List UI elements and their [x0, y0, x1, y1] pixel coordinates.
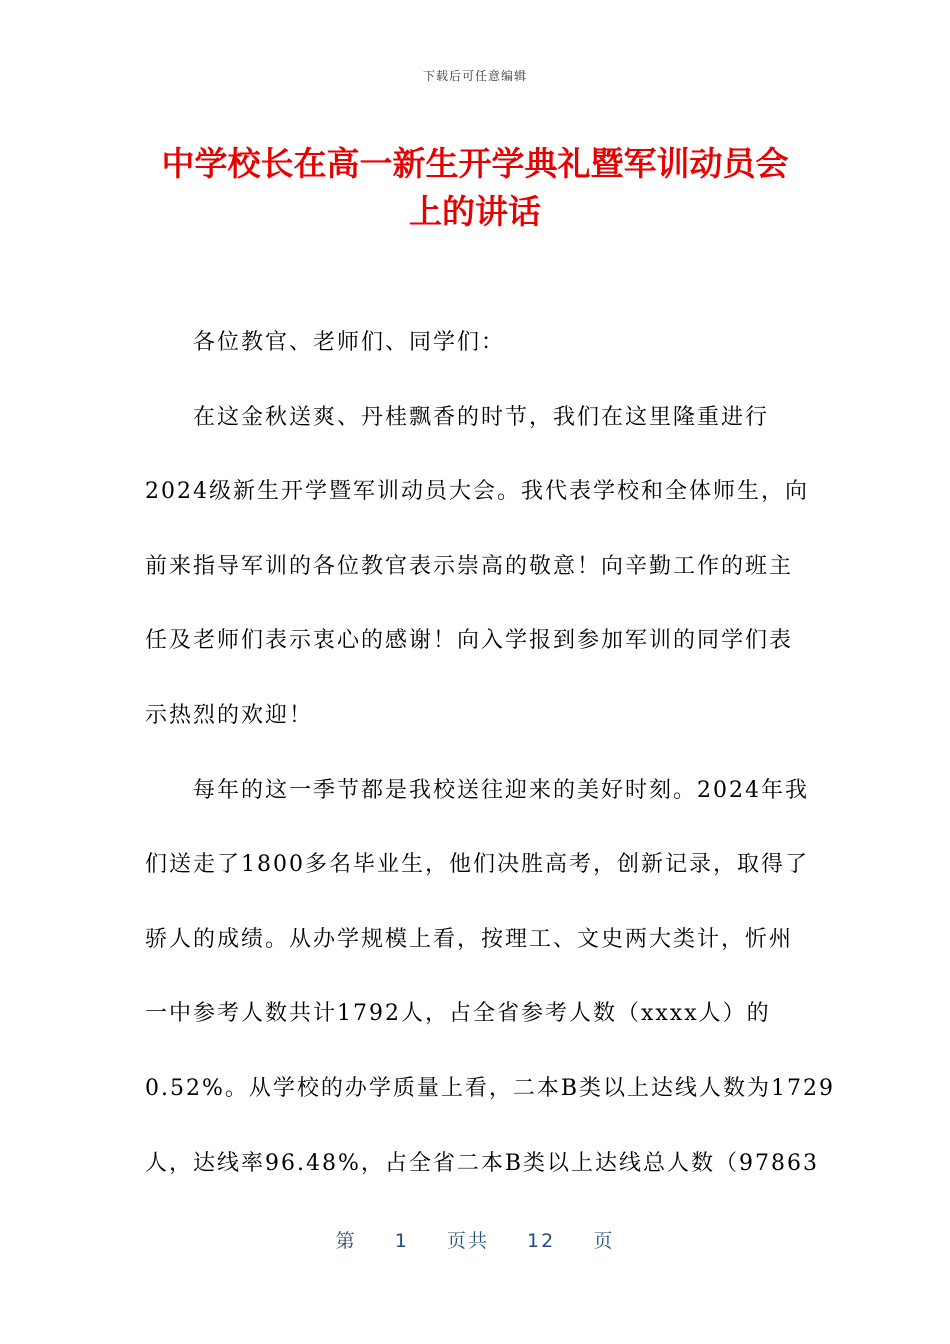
body-line: 在这金秋送爽、丹桂飘香的时节，我们在这里隆重进行 [193, 404, 770, 430]
footer-current-page: 1 [394, 1230, 409, 1252]
body-line: 骄人的成绩。从办学规模上看，按理工、文史两大类计，忻州 [145, 926, 794, 952]
body-line: 们送走了1800多名毕业生，他们决胜高考，创新记录，取得了 [145, 852, 809, 878]
body-line: 每年的这一季节都是我校送往迎来的美好时刻。2024年我 [193, 777, 809, 803]
body-line: 0.52%。从学校的办学质量上看，二本B类以上达线人数为1729 [145, 1075, 836, 1101]
body-line: 各位教官、老师们、同学们： [193, 330, 506, 355]
footer-suffix: 页 [593, 1230, 615, 1252]
body-line: 人，达线率96.48%，占全省二本B类以上达线总人数（97863 [145, 1150, 820, 1176]
footer-total-pages: 12 [527, 1230, 556, 1252]
footer-middle: 页共 [446, 1230, 489, 1252]
body-line: 一中参考人数共计1792人，占全省参考人数（xxxx人）的 [145, 1001, 771, 1027]
body-line: 示热烈的欢迎！ [145, 702, 314, 728]
body-line: 2024级新生开学暨军训动员大会。我代表学校和全体师生，向 [145, 479, 809, 505]
footer-prefix: 第 [335, 1230, 357, 1252]
body-line: 任及老师们表示衷心的感谢！向入学报到参加军训的同学们表 [145, 628, 794, 654]
title-line-2: 上的讲话 [409, 192, 541, 231]
header-note: 下载后可任意编辑 [422, 69, 527, 83]
document-title [130, 140, 820, 236]
body-line: 前来指导军训的各位教官表示崇高的敬意！向辛勤工作的班主 [145, 553, 794, 579]
title-line-1: 中学校长在高一新生开学典礼暨军训动员会 [161, 144, 789, 183]
document-body [145, 324, 836, 1219]
page-footer [0, 1226, 950, 1253]
